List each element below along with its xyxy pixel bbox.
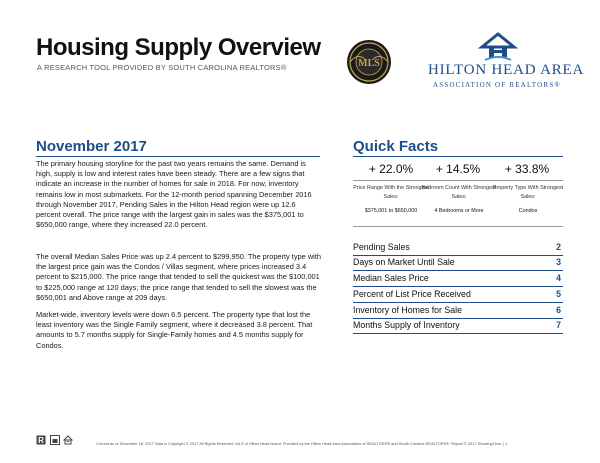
quick-fact-label: Price Range With the Strongest Sales: bbox=[353, 185, 429, 200]
mls-seal-logo bbox=[346, 39, 392, 85]
toc-label: Days on Market Until Sale bbox=[353, 257, 455, 267]
quick-fact-value: + 33.8% bbox=[504, 162, 550, 176]
brand-name: HILTON HEAD AREA bbox=[428, 62, 585, 78]
footer-disclaimer: Current as of December 18, 2017 Data is Copyright © 2017 All Rights Reserved. MLS of Hilton Head Island. Provided by the Hilton Head Area Association of REALTORS® and South Carolina REALTORS®. Report © 2017 ShowingTime. | 1 bbox=[96, 441, 508, 446]
toc-label: Inventory of Homes for Sale bbox=[353, 305, 463, 315]
svg-text:R: R bbox=[38, 436, 44, 445]
toc-item-pending-sales[interactable] bbox=[353, 241, 563, 256]
toc-item-median-sales-price[interactable] bbox=[353, 272, 563, 287]
seal-text: MLS bbox=[358, 58, 380, 69]
quick-fact-value: + 22.0% bbox=[368, 162, 414, 176]
divider bbox=[353, 156, 563, 157]
toc-page-number: 5 bbox=[556, 289, 561, 299]
quick-fact-value: + 14.5% bbox=[435, 162, 481, 176]
brand-subtitle: ASSOCIATION OF REALTORS® bbox=[433, 81, 561, 89]
realtor-r-icon bbox=[36, 435, 46, 445]
toc-item-months-supply[interactable] bbox=[353, 319, 563, 334]
divider bbox=[36, 156, 320, 157]
quick-fact-detail: 4 Bedrooms or More bbox=[434, 208, 484, 214]
toc-page-number: 4 bbox=[556, 273, 561, 283]
toc-label: Percent of List Price Received bbox=[353, 289, 471, 299]
equal-housing-icon bbox=[63, 435, 73, 445]
report-month: November 2017 bbox=[36, 138, 147, 155]
quick-fact-detail: $375,001 to $650,000 bbox=[364, 208, 418, 214]
divider bbox=[353, 180, 563, 181]
toc-page-number: 3 bbox=[556, 257, 561, 267]
summary-paragraph: Market-wide, inventory levels were down 6.5 percent. The property type that lost the least inventory was the Single Family segment, where it decreased 3.8 percent. That amounts to 5.7 months supply for Single-Family homes and 4.5 months supply for Condos. bbox=[36, 310, 313, 350]
quick-facts-title: Quick Facts bbox=[353, 138, 439, 155]
summary-paragraph: The primary housing storyline for the past two years remains the same. Demand is high, supply is low and interest rates have been steady. There are a few signs that indicate an increase in the number of homes for sale in 2018. For now, inventory remains low in most submarkets. For the 12-month period spanning December 2016 through November 2017, Pending Sales in the Hilton Head region were up 12.6 percent overall. The price range with the largest gain in sales was the $375,001 to $650,000 range, where they increased 22.0 percent. bbox=[36, 159, 312, 230]
toc-label: Months Supply of Inventory bbox=[353, 320, 460, 330]
quick-fact-label: Property Type With Strongest Sales: bbox=[492, 185, 564, 200]
page-subtitle: A RESEARCH TOOL PROVIDED BY SOUTH CAROLINA REALTORS® bbox=[37, 63, 287, 72]
mls-icon bbox=[50, 435, 60, 445]
toc-item-percent-list-price[interactable] bbox=[353, 288, 563, 303]
quick-fact-detail: Condos bbox=[518, 208, 538, 214]
divider bbox=[353, 226, 563, 227]
toc-item-inventory[interactable] bbox=[353, 304, 563, 319]
page-title: Housing Supply Overview bbox=[36, 34, 321, 61]
toc-page-number: 7 bbox=[556, 320, 561, 330]
toc-item-days-on-market[interactable] bbox=[353, 256, 563, 271]
toc-label: Pending Sales bbox=[353, 242, 410, 252]
toc-page-number: 2 bbox=[556, 242, 561, 252]
toc-label: Median Sales Price bbox=[353, 273, 429, 283]
summary-paragraph: The overall Median Sales Price was up 2.4 percent to $299,950. The property type with the largest price gain was the Condos / Villas segment, where prices increased 3.4 percent to $215,000. The price range that tended to sell the quickest was the $100,001 to $225,000 range at 120 days; the price range that tended to sell the slowest was the $650,001 and Above range at 209 days. bbox=[36, 252, 321, 302]
quick-fact-label: Bedroom Count With Strongest Sales: bbox=[421, 185, 497, 200]
toc-page-number: 6 bbox=[556, 305, 561, 315]
